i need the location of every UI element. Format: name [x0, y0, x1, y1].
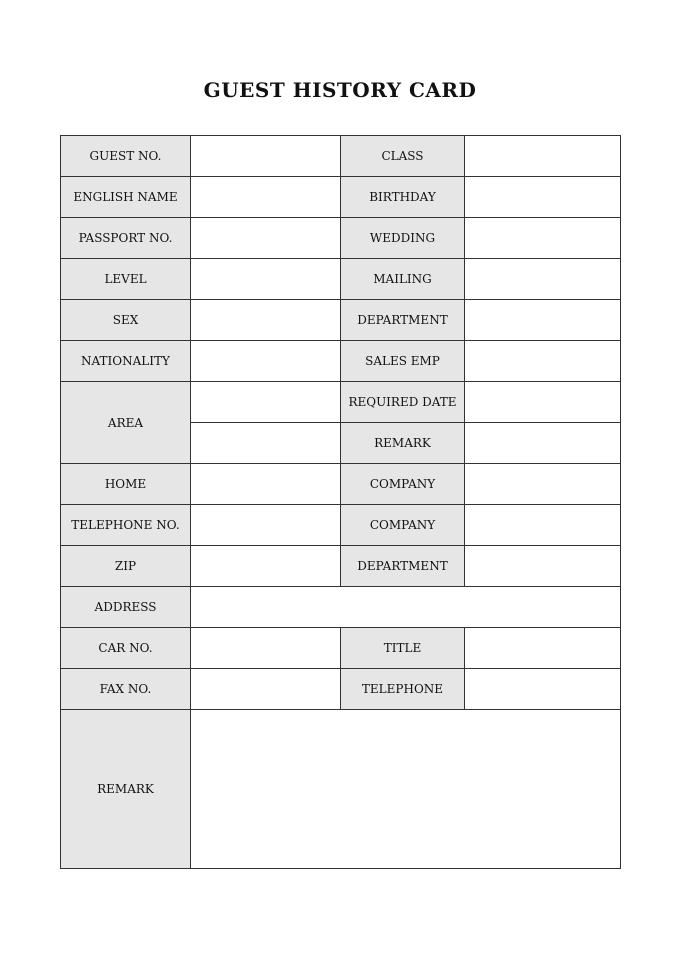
- department-2-label: DEPARTMENT: [341, 546, 465, 587]
- company-field[interactable]: [465, 464, 621, 505]
- sales-emp-label: SALES EMP: [341, 341, 465, 382]
- telephone-field[interactable]: [465, 669, 621, 710]
- mailing-field[interactable]: [465, 259, 621, 300]
- form-row-guest-no: [61, 136, 621, 177]
- remark-label: REMARK: [61, 710, 191, 869]
- form-row-passport-no: [61, 218, 621, 259]
- class-field[interactable]: [465, 136, 621, 177]
- nationality-field[interactable]: [191, 341, 341, 382]
- form-row-english-name: [61, 177, 621, 218]
- home-field[interactable]: [191, 464, 341, 505]
- telephone-no-field[interactable]: [191, 505, 341, 546]
- birthday-label: BIRTHDAY: [341, 177, 465, 218]
- level-label: LEVEL: [61, 259, 191, 300]
- sex-label: SEX: [61, 300, 191, 341]
- english-name-field[interactable]: [191, 177, 341, 218]
- title-field[interactable]: [465, 628, 621, 669]
- department-field[interactable]: [465, 300, 621, 341]
- fax-no-label: FAX NO.: [61, 669, 191, 710]
- form-row-zip: [61, 546, 621, 587]
- passport-no-field[interactable]: [191, 218, 341, 259]
- telephone-no-label: TELEPHONE NO.: [61, 505, 191, 546]
- home-label: HOME: [61, 464, 191, 505]
- car-no-label: CAR NO.: [61, 628, 191, 669]
- class-label: CLASS: [341, 136, 465, 177]
- form-row-level: [61, 259, 621, 300]
- wedding-field[interactable]: [465, 218, 621, 259]
- fax-no-field[interactable]: [191, 669, 341, 710]
- form-row-nationality: [61, 341, 621, 382]
- mailing-label: MAILING: [341, 259, 465, 300]
- english-name-label: ENGLISH NAME: [61, 177, 191, 218]
- form-row-address: [61, 587, 621, 628]
- department-2-field[interactable]: [465, 546, 621, 587]
- sales-emp-field[interactable]: [465, 341, 621, 382]
- address-field[interactable]: [191, 587, 621, 628]
- form-row-car-no: [61, 628, 621, 669]
- form-row-fax-no: [61, 669, 621, 710]
- required-date-field[interactable]: [465, 382, 621, 423]
- department-label: DEPARTMENT: [341, 300, 465, 341]
- area-remark-field[interactable]: [465, 423, 621, 464]
- nationality-label: NATIONALITY: [61, 341, 191, 382]
- company-label: COMPANY: [341, 464, 465, 505]
- remark-field[interactable]: [191, 710, 621, 869]
- guest-no-label: GUEST NO.: [61, 136, 191, 177]
- title-label: TITLE: [341, 628, 465, 669]
- level-field[interactable]: [191, 259, 341, 300]
- zip-field[interactable]: [191, 546, 341, 587]
- area-field-1[interactable]: [191, 382, 341, 423]
- form-row-remark: [61, 710, 621, 869]
- birthday-field[interactable]: [465, 177, 621, 218]
- guest-no-field[interactable]: [191, 136, 341, 177]
- guest-history-form: [60, 135, 621, 869]
- area-remark-label: REMARK: [341, 423, 465, 464]
- zip-label: ZIP: [61, 546, 191, 587]
- area-label: AREA: [61, 382, 191, 464]
- form-row-telephone-no: [61, 505, 621, 546]
- telephone-label: TELEPHONE: [341, 669, 465, 710]
- page-title: GUEST HISTORY CARD: [203, 78, 477, 102]
- sex-field[interactable]: [191, 300, 341, 341]
- company-2-field[interactable]: [465, 505, 621, 546]
- required-date-label: REQUIRED DATE: [341, 382, 465, 423]
- form-row-home: [61, 464, 621, 505]
- form-row-area-1: [61, 382, 621, 423]
- passport-no-label: PASSPORT NO.: [61, 218, 191, 259]
- car-no-field[interactable]: [191, 628, 341, 669]
- address-label: ADDRESS: [61, 587, 191, 628]
- form-row-sex: [61, 300, 621, 341]
- wedding-label: WEDDING: [341, 218, 465, 259]
- company-2-label: COMPANY: [341, 505, 465, 546]
- area-field-2[interactable]: [191, 423, 341, 464]
